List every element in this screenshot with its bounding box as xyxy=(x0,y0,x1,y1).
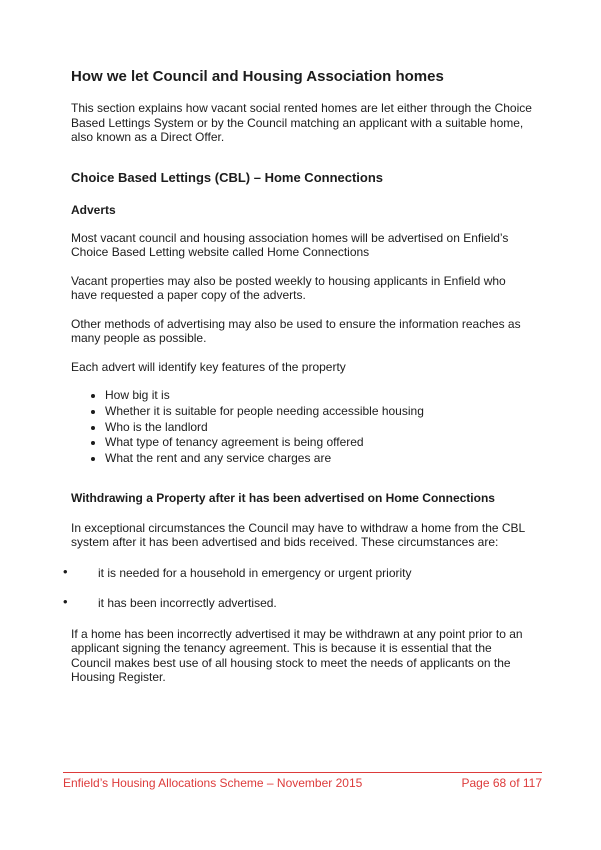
paragraph-withdraw-closing: If a home has been incorrectly advertised it may be withdrawn at any point prior to an applicant signing the tenancy agreement. This is because it is essential that the Council makes best use of all housing stock to meet the needs of applicants on the Housing Register. xyxy=(71,626,523,685)
footer-page-number: Page 68 of 117 xyxy=(461,776,542,790)
list-item: • it has been incorrectly advertised. xyxy=(63,596,533,611)
section-heading-cbl: Choice Based Lettings (CBL) – Home Connections xyxy=(71,169,384,185)
list-item: • Who is the landlord xyxy=(105,420,533,436)
withdraw-circumstances-list xyxy=(63,566,533,611)
advert-feature-list xyxy=(71,388,533,467)
paragraph-adverts-2: Vacant properties may also be posted weekly to housing applicants in Enfield who have requested a paper copy of the adverts. xyxy=(71,273,506,302)
footer-document-title: Enfield’s Housing Allocations Scheme – November 2015 xyxy=(63,776,363,790)
list-item: • How big it is xyxy=(105,388,533,404)
paragraph-withdraw-intro: In exceptional circumstances the Council may have to withdraw a home from the CBL system after it has been advertised and bids received. These circumstances are: xyxy=(71,520,525,550)
page-content xyxy=(71,67,533,699)
list-item: • What type of tenancy agreement is being offered xyxy=(105,435,533,451)
paragraph-adverts-1: Most vacant council and housing association homes will be advertised on Enfield’s Choice Based Letting website called Home Connections xyxy=(71,230,509,259)
list-item: • Whether it is suitable for people needing accessible housing xyxy=(105,404,533,420)
section-heading-withdrawing: Withdrawing a Property after it has been advertised on Home Connections xyxy=(71,490,495,505)
page-title: How we let Council and Housing Association homes xyxy=(71,68,444,85)
paragraph-adverts-3: Other methods of advertising may also be used to ensure the information reaches as many people as possible. xyxy=(71,316,521,345)
page-footer xyxy=(63,772,542,790)
intro-paragraph: This section explains how vacant social rented homes are let either through the Choice Based Lettings System or by the Council matching an applicant with a suitable home, also known as a Direct Offer. xyxy=(71,101,532,144)
paragraph-adverts-4: Each advert will identify key features of the property xyxy=(71,359,346,374)
list-item: • it is needed for a household in emergency or urgent priority xyxy=(63,566,533,581)
subheading-adverts: Adverts xyxy=(71,202,116,217)
list-item: • What the rent and any service charges are xyxy=(105,451,533,467)
